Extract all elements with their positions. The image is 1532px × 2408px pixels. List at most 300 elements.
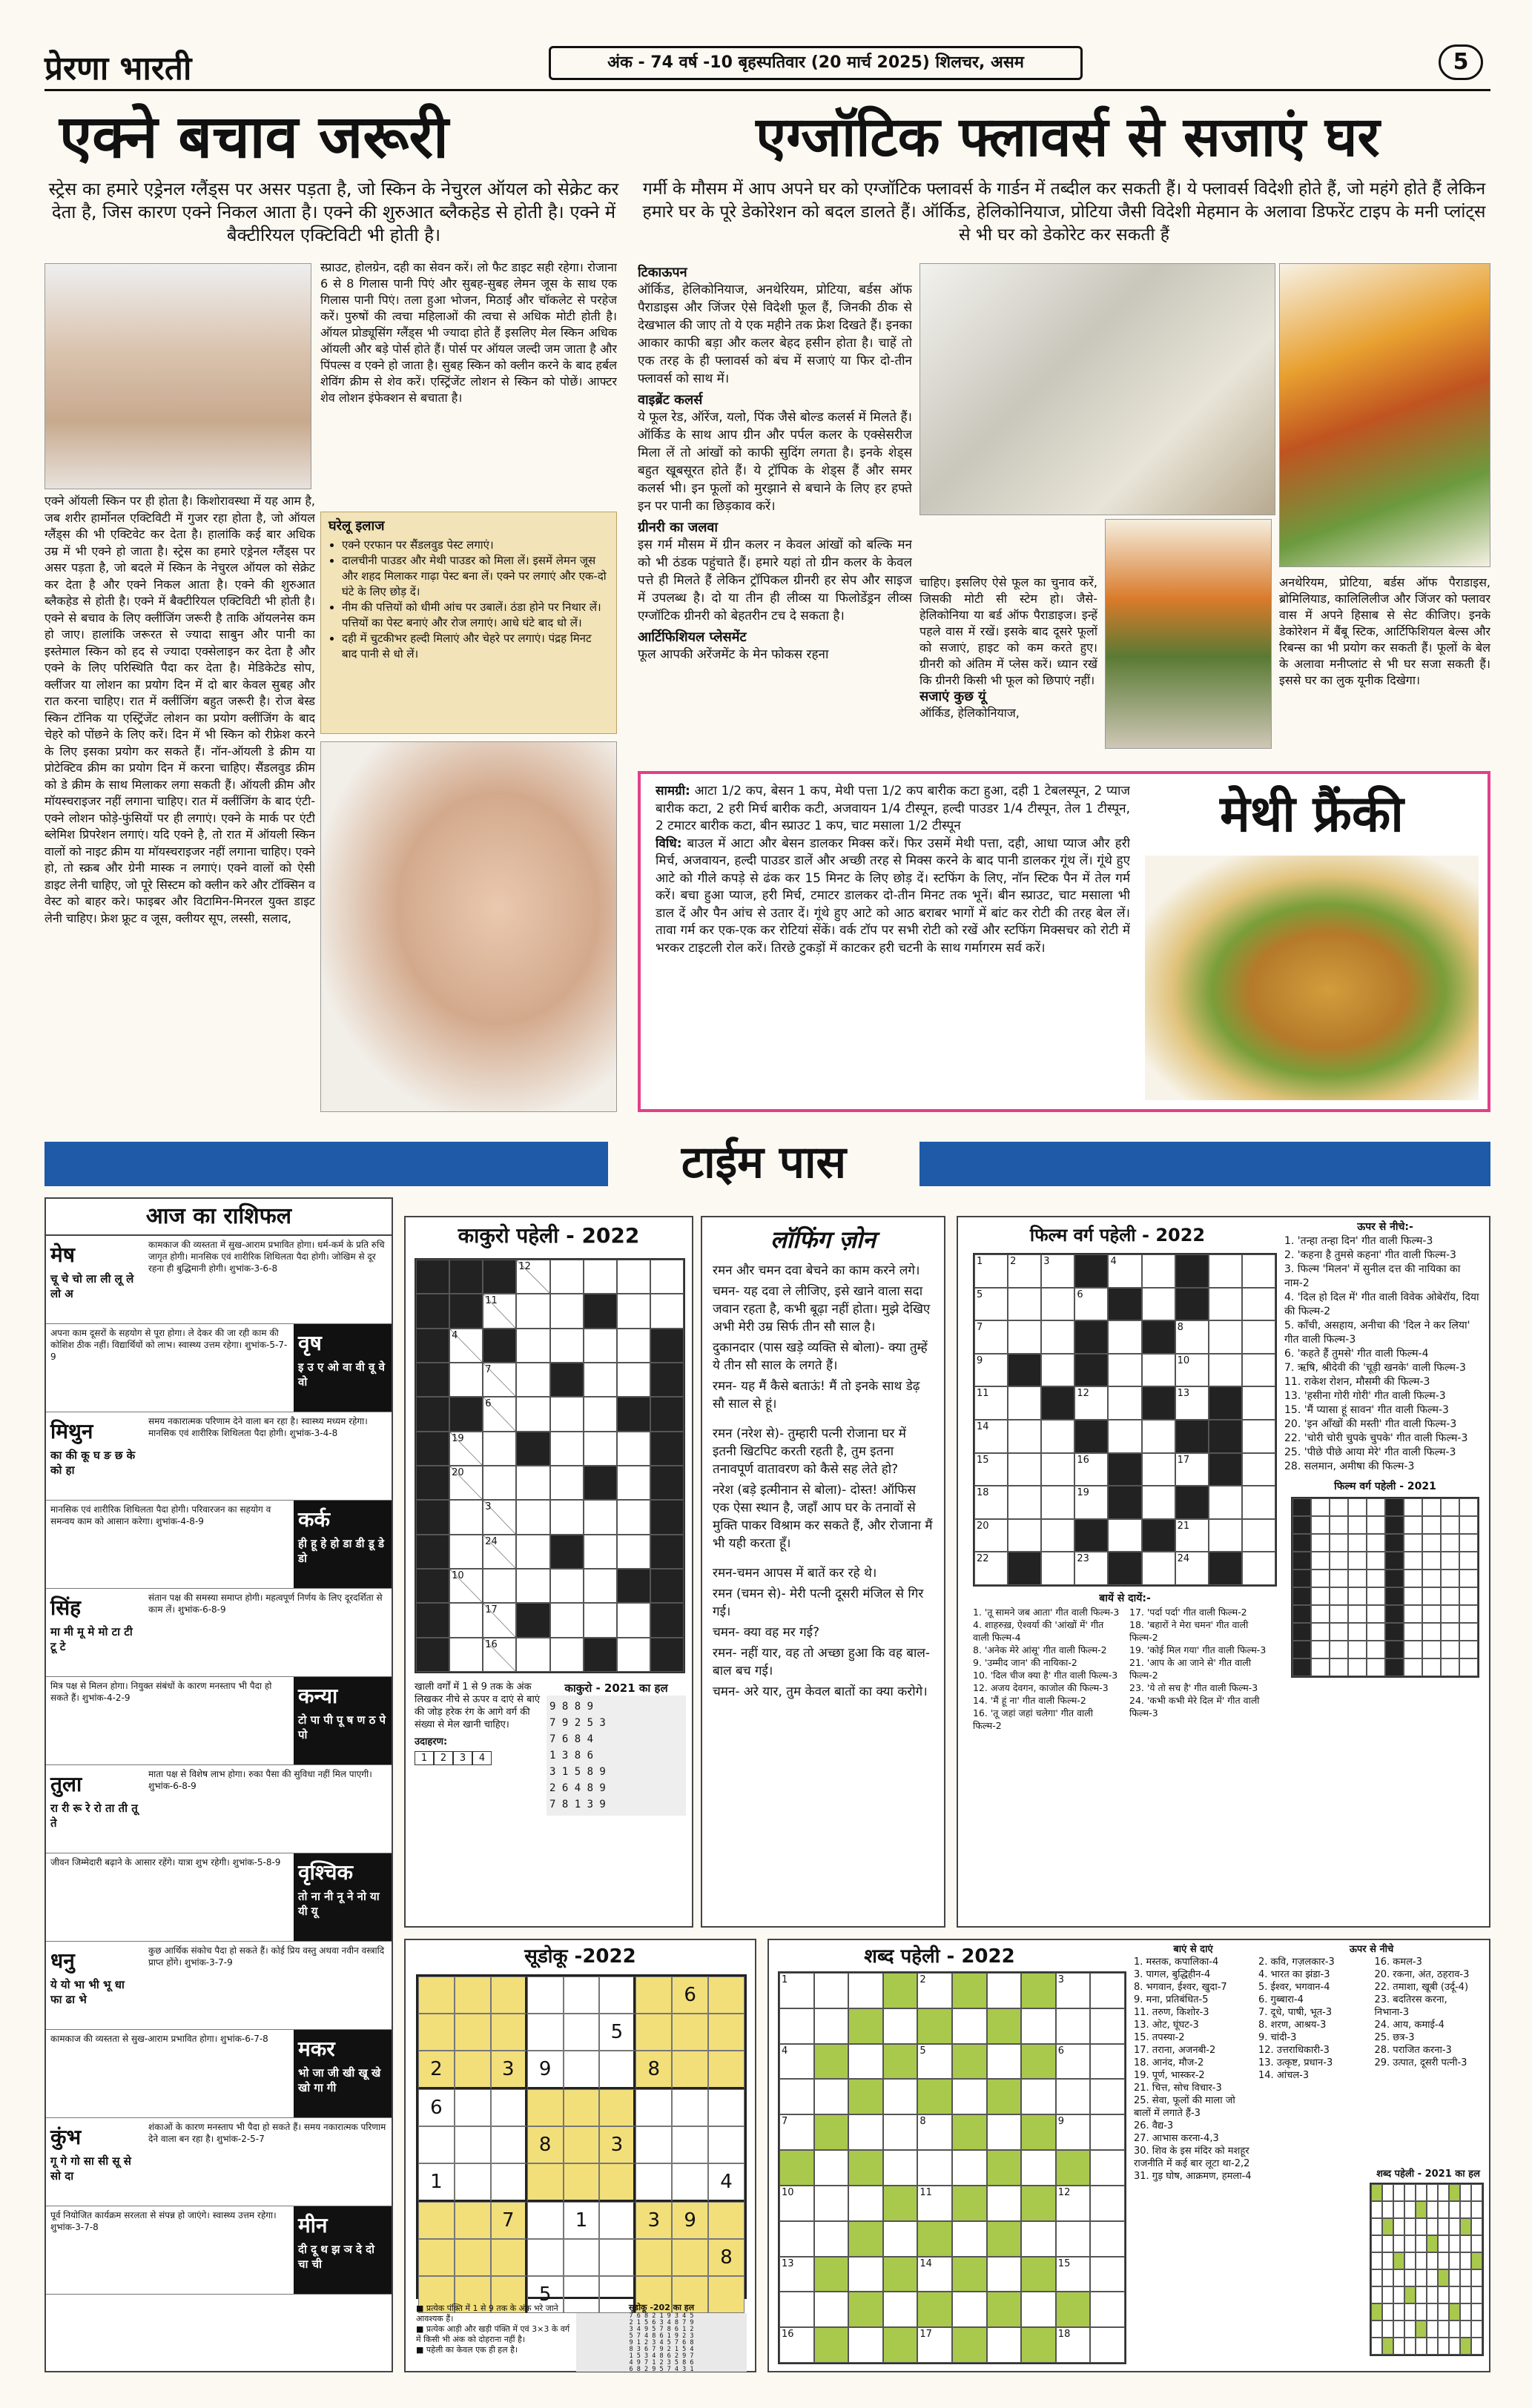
film-grid-cell: [1074, 1453, 1108, 1486]
kakuro-cell: [617, 1638, 650, 1672]
film-solution-cell: [1422, 1570, 1441, 1587]
joke-line: चमन- क्या वह मर गई?: [713, 1625, 820, 1640]
film-grid-cell: [1209, 1386, 1242, 1420]
film-grid-cell: [1074, 1254, 1108, 1288]
film-grid-cell: [1142, 1486, 1175, 1519]
film-grid-cell: [1242, 1354, 1275, 1387]
word-solution-cell: [1404, 2303, 1416, 2321]
word-grid-cell: [917, 2186, 952, 2221]
film-grid-cell: [1074, 1320, 1108, 1354]
word-solution-cell: [1416, 2252, 1427, 2269]
joke-line: रमन- नहीं यार, वह तो अच्छा हुआ कि वह बाल-बाल बच गई।: [713, 1646, 931, 1678]
remedy-item: • दालचीनी पाउडर और मेथी पाउडर को मिला लें। इसमें लेमन जूस और शहद मिलाकर गाढ़ा पेस्ट बना लें। एक्ने पर लगाएं और एक-दो घंटे के लिए छोड़ दें।: [342, 553, 609, 600]
kakuro-cell: [483, 1466, 516, 1500]
word-grid-cell: [779, 2044, 814, 2080]
kakuro-cell: [650, 1329, 684, 1363]
issue-info: अंक - 74 वर्ष -10 बृहस्पतिवार (20 मार्च 2025) शिलचर, असम: [549, 46, 1083, 80]
zodiac-name: वृश्चिक: [298, 1860, 354, 1885]
word-down-clue: 7. दूधे, पाषी, भूत-3: [1258, 2007, 1333, 2018]
word-solution-cell: [1371, 2235, 1382, 2252]
sudoku-cell: [672, 2239, 708, 2276]
word-grid-cell: [883, 1973, 918, 2008]
sudoku-cell: [418, 2239, 455, 2276]
film-grid-number: 17: [1177, 1454, 1190, 1466]
film-solution-cell: [1441, 1605, 1459, 1623]
word-solution-cell: [1393, 2235, 1404, 2252]
kakuro-example-cell: 3: [453, 1751, 472, 1765]
film-across-list: [973, 1606, 1277, 1732]
kakuro-cell: [584, 1260, 617, 1294]
sudoku-cell: 1: [418, 2163, 455, 2202]
kakuro-cell: [516, 1603, 549, 1637]
film-grid-cell: [1041, 1354, 1074, 1387]
film-grid-cell: [1074, 1486, 1108, 1519]
word-solution-cell: [1416, 2184, 1427, 2201]
flowers-decorate-text: ऑर्किड, हेलिकोनियाज,: [919, 706, 1020, 720]
sudoku-cell: 3: [635, 2202, 672, 2239]
word-down-clues: [1258, 1943, 1485, 2166]
word-solution-cell: [1427, 2321, 1438, 2338]
film-grid-cell: [1175, 1254, 1209, 1288]
film-grid-cell: [1242, 1320, 1275, 1354]
sudoku-cell: [527, 2163, 564, 2202]
sudoku-cell: [418, 2014, 455, 2051]
zodiac-row: [46, 1853, 392, 1942]
kakuro-cell: [650, 1603, 684, 1637]
kakuro-cell: [483, 1569, 516, 1603]
zodiac-name: धनु: [50, 1948, 75, 1973]
word-solution-cell: [1393, 2184, 1404, 2201]
kakuro-cell: [449, 1603, 483, 1637]
word-solution-cell: [1427, 2338, 1438, 2355]
film-grid-cell: [974, 1420, 1008, 1453]
film-grid-cell: [1242, 1552, 1275, 1585]
word-solution-cell: [1393, 2201, 1404, 2218]
film-down-clue: 6. 'कहते हैं तुमसे' गीत वाली फिल्म-4: [1284, 1348, 1429, 1360]
word-grid-cell: [883, 2079, 918, 2114]
film-solution-cell: [1441, 1623, 1459, 1641]
film-across-clues: [973, 1592, 1277, 1918]
word-grid-cell: [848, 1973, 883, 2008]
kakuro-solution-row: 7 6 8 4: [549, 1733, 594, 1745]
kakuro-cell: [416, 1260, 449, 1294]
sudoku-cell: [635, 2163, 672, 2202]
word-down-clue: 5. ईश्वर, भगवान-4: [1258, 1982, 1330, 1993]
kakuro-cell: [584, 1294, 617, 1328]
word-grid-cell: [779, 2008, 814, 2044]
kakuro-cell: [416, 1535, 449, 1569]
word-solution-cell: [1471, 2235, 1482, 2252]
film-grid-cell: [974, 1386, 1008, 1420]
film-solution-grid: [1291, 1497, 1479, 1678]
word-solution-cell: [1438, 2269, 1449, 2286]
film-grid-cell: [1041, 1519, 1074, 1552]
kakuro-instructions-box: [415, 1681, 541, 1918]
word-grid-cell: [779, 2327, 814, 2363]
word-solution-cell: [1404, 2218, 1416, 2235]
sudoku-solution-row: 3 4 9 5 7 8 6 1 2: [629, 2326, 694, 2333]
film-grid-cell: [1074, 1288, 1108, 1321]
word-solution-cell: [1371, 2201, 1382, 2218]
kakuro-cell: [516, 1432, 549, 1466]
word-solution-cell: [1438, 2321, 1449, 2338]
film-grid-cell: [1175, 1486, 1209, 1519]
word-solution-cell: [1404, 2321, 1416, 2338]
sudoku-cell: 4: [708, 2163, 744, 2202]
kakuro-example: [415, 1751, 541, 1765]
kakuro-cell: [617, 1535, 650, 1569]
page-number: 5: [1439, 44, 1483, 80]
word-across-clue: 25. सेवा, फूलों की माला जो बालों में लगाते हैं-3: [1134, 2095, 1235, 2119]
remedy-item: • दही में चुटकीभर हल्दी मिलाएं और चेहरे पर लगाएं। पंद्रह मिनट बाद पानी से धो लें।: [342, 631, 609, 662]
zodiac-row: [46, 1589, 392, 1677]
word-grid-cell: [1090, 2292, 1125, 2327]
word-across-clue: 26. वैद्य-3: [1134, 2120, 1174, 2131]
word-solution-cell: [1393, 2303, 1404, 2321]
acne-main-body: एक्ने ऑयली स्किन पर ही होता है। किशोरावस्था में यह आम है, जब शरीर हार्मोनल एक्टिविटी में गुजर रहा होता है, जो ऑयल ग्लैंड्स की भी एक्टिवेट कर देता है। हालांकि कई बार अधिक उम्र में भी एक्ने हो जाता है। स्ट्रेस का हमारे एड्रेनल ग्लैंड्स पर असर पड़ता है, जो बदले में स्किन के नेचुरल ऑयल को सेक्रेट कर देता है और एक्ने निकल आता है। एक्ने की शुरुआत ब्लैकहेड से होती है। एक्ने में बैक्टीरियल एक्टिविटी भी होती है। एक्ने से बचाव के लिए क्लींजिंग जरूरी है ताकि ऑयलनेस कम हो जाए। हालांकि जरूरत से ज्यादा साबुन और पानी का इस्तेमाल स्किन को हद से ज्यादा एक्सेलाइन कर देता है और एक्ने के लिए परिस्थिति पैदा कर देता है। मेडिकेटेड सोप, क्लींजर या लोशन का प्रयोग दिन में दो बार केवल सुबह और रात करना चाहिए। रात में क्लींजिंग बहुत जरूरी है। रोज बेस्ड स्किन टॉनिक या एस्ट्रिंजेंट लोशन का प्रयोग क्लींजिंग के बाद चेहरे को पोंछने के लिए करें। दिन में भी स्किन को रीफ्रेश करने के लिए इसका प्रयोग कर सकते हैं। नॉन-ऑयली डे क्रीम या प्रोटेक्टिव क्रीम का प्रयोग दिन में करना चाहिए। सैंडलवुड क्रीम को डे क्रीम के साथ मिलाकर लगा सकती हैं। ऑयली क्रीम और मॉयस्चराइजर नहीं लगाना चाहिए। रात में क्लींजिंग के बाद एंटी-एक्ने लोशन फोड़े-फुंसियों पर ही लगाएं। एक्ने के मार्क पर एंटी ब्लेमिश प्रिपरेशन लगाएं। यदि एक्ने है, तो रात में ऑयली स्किन वालों को नाइट क्रीम या मॉयस्चराइजर नहीं लगाना चाहिए। एक्ने हो, तो स्क्रब और ग्रेनी मास्क न लगाएं। एक्ने वालों को ऐसी डाइट लेनी चाहिए, जो पूरे सिस्टम को क्लीन करे और टॉक्सिन व वेस्ट को बाहर करे। फाइबर और विटामिन-मिनरल युक्त डाइट लेनी चाहिए। फ्रेश फ्रूट व जूस, क्लीयर सूप, लस्सी, सलाद,: [44, 494, 315, 925]
word-grid-cell: [917, 2292, 952, 2327]
film-grid-cell: [1108, 1386, 1141, 1420]
film-grid-cell: [1108, 1354, 1141, 1387]
film-solution-cell: [1292, 1587, 1311, 1605]
film-grid-number: 6: [1077, 1289, 1083, 1300]
word-solution-cell: [1404, 2286, 1416, 2303]
word-grid-cell: [917, 2079, 952, 2114]
word-grid-cell: [1021, 2150, 1056, 2186]
ingredients-text: आटा 1/2 कप, बेसन 1 कप, मेथी पत्ता 1/2 कप बारीक कटा हुआ, दही 1 टेबलस्पून, 2 प्याज बारीक कटा, 2 हरी मिर्च बारीक कटी, अजवायन 1/4 टीस्पून, हल्दी पाउडर 1/4 टीस्पून, तेल 1 टीस्पून, 2 टमाटर बारीक कटा, बीन स्प्राउट 1 कप, चाट मसाला 1/2 टीस्पून: [656, 784, 1130, 833]
word-solution-cell: [1449, 2338, 1460, 2355]
film-grid-cell: [1242, 1420, 1275, 1453]
living-room-photo: [919, 263, 1275, 515]
word-solution: [1370, 2166, 1487, 2366]
film-crossword-title: फिल्म वर्ग पहेली - 2022: [1029, 1225, 1206, 1246]
word-grid-cell: [952, 2292, 987, 2327]
kakuro-solution: [547, 1681, 686, 1918]
kakuro-cell: [617, 1432, 650, 1466]
kakuro-example-label: उदाहरण:: [415, 1736, 448, 1747]
kakuro-cell: [483, 1432, 516, 1466]
word-across-clue: 11. तरुण, किशोर-3: [1134, 2007, 1209, 2018]
sudoku-cell: [672, 2014, 708, 2051]
zodiac-name: कन्या: [298, 1684, 338, 1708]
word-puzzle-panel: [767, 1939, 1490, 2372]
film-solution-cell: [1330, 1605, 1348, 1623]
film-grid-cell: [1175, 1354, 1209, 1387]
film-down-clue: 22. 'चोरी चोरी चुपके चुपके' गीत वाली फिल्म-3: [1284, 1432, 1468, 1444]
word-solution-cell: [1382, 2286, 1393, 2303]
word-grid-cell: [917, 2114, 952, 2150]
film-solution-cell: [1292, 1498, 1311, 1516]
word-grid-number: 11: [919, 2186, 932, 2198]
film-grid-number: 15: [977, 1454, 989, 1466]
word-solution-cell: [1393, 2338, 1404, 2355]
film-grid-cell: [974, 1254, 1008, 1288]
film-grid-cell: [1008, 1420, 1041, 1453]
word-solution-cell: [1460, 2184, 1471, 2201]
sudoku-cell: [708, 1977, 744, 2014]
word-solution-cell: [1438, 2218, 1449, 2235]
sudoku-rules: [416, 2303, 572, 2370]
word-across-clue: 19. पूर्ण, भास्कर-2: [1134, 2070, 1205, 2081]
film-solution-cell: [1292, 1552, 1311, 1570]
word-grid-cell: [1056, 2079, 1091, 2114]
film-across-clue: 24. 'कभी कभी मेरे दिल में' गीत वाली फिल्म-3: [1129, 1695, 1260, 1719]
word-grid-cell: [952, 2079, 987, 2114]
word-grid-cell: [883, 2221, 918, 2257]
kakuro-cell: [516, 1294, 549, 1328]
word-grid-cell: [779, 2221, 814, 2257]
film-grid-cell: [1142, 1288, 1175, 1321]
zodiac-letters: मा मी मू मे मो टा टी टू टे: [50, 1625, 133, 1653]
film-solution-cell: [1422, 1587, 1441, 1605]
sudoku-cell: [672, 2089, 708, 2126]
word-solution-cell: [1393, 2286, 1404, 2303]
sudoku-cell: [635, 2089, 672, 2126]
word-across-clue: 17. तराना, अजनबी-2: [1134, 2045, 1216, 2056]
kakuro-solution-grid: [547, 1696, 686, 1816]
word-solution-cell: [1449, 2184, 1460, 2201]
sudoku-cell: 3: [599, 2126, 635, 2163]
word-grid-cell: [1090, 2150, 1125, 2186]
sudoku-cell: [455, 2126, 491, 2163]
word-grid-cell: [1021, 2257, 1056, 2292]
film-solution-cell: [1330, 1623, 1348, 1641]
film-grid-number: 7: [977, 1322, 983, 1334]
film-solution-cell: [1367, 1587, 1385, 1605]
zodiac-name: कुंभ: [50, 2125, 82, 2149]
kakuro-cell: [483, 1294, 516, 1328]
word-grid-number: 16: [782, 2329, 794, 2341]
film-down-clues: [1284, 1220, 1486, 1902]
word-solution-cell: [1460, 2303, 1471, 2321]
word-down-clue: 25. छत्र-3: [1374, 2032, 1415, 2043]
zodiac-sign: [46, 1412, 144, 1500]
word-down-clue: 2. कवि, गज़लकार-3: [1258, 1956, 1335, 1968]
word-grid-cell: [952, 2257, 987, 2292]
word-grid-cell: [917, 2150, 952, 2186]
word-grid-cell: [1056, 1973, 1091, 2008]
kakuro-cell: [584, 1638, 617, 1672]
film-across-clue: 9. 'उम्मीद जान' की नायिका-2: [973, 1657, 1077, 1668]
kakuro-cell: [516, 1569, 549, 1603]
word-grid-cell: [1056, 2114, 1091, 2150]
sudoku-cell: [708, 2202, 744, 2239]
word-grid-cell: [883, 2257, 918, 2292]
film-grid-cell: [1041, 1420, 1074, 1453]
word-grid-cell: [987, 2221, 1022, 2257]
word-grid-cell: [917, 1973, 952, 2008]
word-grid-cell: [814, 1973, 849, 2008]
sudoku-cell: [455, 2239, 491, 2276]
word-grid-cell: [883, 2114, 918, 2150]
sudoku-cell: [708, 2089, 744, 2126]
film-grid-cell: [974, 1288, 1008, 1321]
film-solution-cell: [1311, 1498, 1330, 1516]
zodiac-letters: चू चे चो ला ली लू ले लो अ: [50, 1272, 134, 1300]
zodiac-letters: का की कू घ ङ छ के को हा: [50, 1449, 136, 1477]
film-solution-cell: [1311, 1605, 1330, 1623]
word-solution-cell: [1449, 2303, 1460, 2321]
joke-line: चमन- अरे यार, तुम केवल बातों का क्या करोगे।: [713, 1684, 928, 1699]
word-solution-cell: [1449, 2235, 1460, 2252]
film-grid-cell: [1074, 1354, 1108, 1387]
word-solution-cell: [1404, 2338, 1416, 2355]
kakuro-cell: [650, 1466, 684, 1500]
kakuro-cell: [516, 1363, 549, 1397]
sudoku-cell: 9: [527, 2051, 564, 2089]
film-grid-number: 8: [1177, 1322, 1183, 1334]
joke-line: रमन- यह मैं कैसे बताऊं! मैं तो इनके साथ डेढ़ सौ साल से हूं।: [713, 1379, 920, 1412]
film-down-title: ऊपर से नीचे:-: [1357, 1221, 1413, 1233]
flowers-mid-paragraph: चाहिए। इसलिए ऐसे फूल का चुनाव करें, जिसकी मोटी सी स्टेम हो। जैसे-हेलिकोनिया या बर्ड ऑफ पैराडाइज। इन्हें पहले वास में रखें। इसके बाद दूसरे फूलों को सजाएं, हाइट को कम करते हुए। ग्रीनरी को अंतिम में प्लेस करें। ध्यान रखें कि ग्रीनरी किसी भी फूल को छिपाएं नहीं।: [919, 575, 1097, 687]
joke-lines: [702, 1262, 944, 1914]
word-solution-cell: [1416, 2321, 1427, 2338]
sudoku-cell: 8: [708, 2239, 744, 2276]
film-grid-cell: [1209, 1420, 1242, 1453]
word-puzzle-grid: [778, 1971, 1126, 2364]
word-grid-cell: [814, 2292, 849, 2327]
film-solution-cell: [1422, 1534, 1441, 1552]
film-grid-number: 10: [1177, 1354, 1190, 1366]
kakuro-cell: [550, 1432, 584, 1466]
kakuro-cell: [483, 1363, 516, 1397]
word-solution-cell: [1382, 2338, 1393, 2355]
film-solution-cell: [1311, 1641, 1330, 1658]
sudoku-solution-title: सूडोकू -202 का हल: [628, 2303, 695, 2312]
kakuro-clue-number: 10: [452, 1570, 464, 1581]
zodiac-sign: [294, 1677, 392, 1764]
acne-diet-text: स्प्राउट, होलग्रेन, दही का सेवन करें। लो फैट डाइट सही रहेगा। रोजाना 6 से 8 गिलास पानी पिएं और सुबह-सुबह लेमन जूस के साथ एक गिलास पानी पिएं। तला हुआ भोजन, मिठाई और चॉकलेट से परहेज करें। पुरुषों की त्वचा महिलाओं की त्वचा से अधिक मोटी होती है। ऑयल प्रोड्यूसिंग ग्लैंड्स भी ज्यादा होते हैं इसलिए मेल स्किन अधिक ऑयली और बड़े पोर्स होते हैं। पोर्स पर ऑयल जल्दी जम जाता है और पिंपल्स व एक्ने हो जाता है। सुबह स्किन को क्लीन करने के बाद हर्बल शेविंग क्रीम से शेव करें। एस्ट्रिंजेंट लोशन से स्किन को पोछें। आफ्टर शेव लोशन इंफेक्शन से बचाता है।: [320, 260, 617, 405]
joke-line: रमन और चमन दवा बेचने का काम करने लगे।: [713, 1263, 920, 1278]
word-solution-cell: [1471, 2218, 1482, 2235]
kakuro-cell: [550, 1569, 584, 1603]
zodiac-row: [46, 2206, 392, 2295]
film-solution-cell: [1330, 1516, 1348, 1534]
film-solution-cell: [1348, 1658, 1367, 1676]
word-solution-cell: [1438, 2338, 1449, 2355]
sudoku-cell: [564, 2126, 600, 2163]
word-grid-cell: [1090, 2186, 1125, 2221]
film-grid-cell: [1041, 1486, 1074, 1519]
film-grid-cell: [1142, 1386, 1175, 1420]
remedy-title: घरेलू इलाज: [328, 518, 385, 534]
word-down-clue: 20. रकना, अंत, ठहराव-3: [1374, 1969, 1470, 1980]
word-grid-number: 2: [919, 1974, 926, 1985]
kakuro-title: काकुरो पहेली - 2022: [458, 1223, 640, 1248]
sudoku-cell: [564, 2051, 600, 2089]
film-solution-cell: [1422, 1498, 1441, 1516]
kakuro-cell: [550, 1535, 584, 1569]
word-grid-number: 13: [782, 2258, 794, 2269]
sudoku-cell: [599, 2089, 635, 2126]
word-grid-cell: [1021, 2079, 1056, 2114]
word-grid-cell: [1056, 2150, 1091, 2186]
film-solution-cell: [1385, 1570, 1404, 1587]
word-grid-cell: [814, 2008, 849, 2044]
film-grid-number: 23: [1077, 1553, 1089, 1565]
zodiac-row: [46, 2030, 392, 2118]
film-solution-cell: [1385, 1623, 1404, 1641]
film-across-clue: 8. 'अनेक मेरे आंसू' गीत वाली फिल्म-2: [973, 1644, 1107, 1656]
kakuro-cell: [650, 1294, 684, 1328]
film-grid-cell: [1175, 1288, 1209, 1321]
sudoku-cell: [635, 2014, 672, 2051]
film-down-clue: 20. 'इन आँखों की मस्ती' गीत वाली फिल्म-3: [1284, 1418, 1457, 1430]
film-solution-cell: [1367, 1570, 1385, 1587]
kakuro-example-cell: 2: [434, 1751, 453, 1765]
word-solution-cell: [1438, 2286, 1449, 2303]
film-solution-cell: [1459, 1623, 1478, 1641]
flowers-mid-text: [919, 575, 1097, 752]
kakuro-cell: [449, 1363, 483, 1397]
zodiac-text: समय नकारात्मक परिणाम देने वाला बन रहा है। स्वास्थ्य मध्यम रहेगा। मानसिक एवं शारीरिक शिथिलता पैदा होगी। शुभांक-3-4-8: [148, 1416, 368, 1438]
remedy-list: [328, 538, 609, 662]
word-grid-cell: [1021, 2186, 1056, 2221]
word-grid-cell: [779, 2292, 814, 2327]
word-grid-cell: [917, 2327, 952, 2363]
kakuro-clue-number: 11: [485, 1295, 498, 1307]
film-solution-cell: [1404, 1570, 1422, 1587]
flowers-sub-placement: आर्टिफिशियल प्लेसमेंट: [638, 629, 747, 645]
film-grid-number: 9: [977, 1354, 983, 1366]
film-solution-cell: [1292, 1534, 1311, 1552]
zodiac-row: [46, 1236, 392, 1324]
kakuro-cell: [416, 1603, 449, 1637]
word-solution-cell: [1460, 2201, 1471, 2218]
word-solution-cell: [1382, 2252, 1393, 2269]
film-solution-cell: [1385, 1605, 1404, 1623]
word-grid-cell: [952, 2150, 987, 2186]
kakuro-clue-number: 17: [485, 1604, 498, 1616]
film-solution-cell: [1367, 1641, 1385, 1658]
zodiac-row: [46, 1412, 392, 1501]
film-solution-cell: [1385, 1641, 1404, 1658]
kakuro-cell: [650, 1363, 684, 1397]
word-across-clue: 1. मस्तक, कपालिका-4: [1134, 1956, 1219, 1968]
sudoku-cell: 7: [491, 2202, 527, 2239]
sudoku-rules-list: [416, 2303, 572, 2355]
sudoku-cell: 5: [527, 2276, 564, 2313]
word-across-clue: 31. गुड़ घोष, आक्रमण, हमला-4: [1134, 2171, 1252, 2182]
flowers-col-1: [638, 263, 912, 775]
film-crossword-panel: [957, 1216, 1490, 1928]
sudoku-cell: [635, 2239, 672, 2276]
film-grid-cell: [1041, 1552, 1074, 1585]
word-grid-cell: [987, 2044, 1022, 2080]
sudoku-cell: [491, 2163, 527, 2202]
zodiac-sign: [46, 1765, 144, 1853]
sudoku-cell: [599, 2163, 635, 2202]
word-solution-cell: [1404, 2184, 1416, 2201]
film-across-clue: 12. अजय देवगन, काजोल की फिल्म-3: [973, 1682, 1109, 1693]
word-grid-cell: [848, 2186, 883, 2221]
kakuro-cell: [416, 1363, 449, 1397]
kakuro-clue-number: 16: [485, 1638, 498, 1650]
film-grid-number: 3: [1043, 1256, 1050, 1267]
film-grid-cell: [1175, 1453, 1209, 1486]
film-solution-cell: [1311, 1587, 1330, 1605]
film-solution-cell: [1422, 1658, 1441, 1676]
word-grid-cell: [1090, 2221, 1125, 2257]
kakuro-cell: [584, 1397, 617, 1431]
word-grid-cell: [848, 2327, 883, 2363]
zodiac-text: पूर्व नियोजित कार्यक्रम सरलता से संपन्न हो जाएंगे। स्वास्थ्य उत्तम रहेगा। शुभांक-3-7-8: [50, 2210, 277, 2232]
zodiac-text: संतान पक्ष की समस्या समाप्त होगी। महत्वपूर्ण निर्णय के लिए दूरदर्शिता से काम लें। शुभांक-6-8-9: [148, 1592, 383, 1615]
kakuro-cell: [550, 1260, 584, 1294]
film-solution-cell: [1441, 1587, 1459, 1605]
zodiac-letters: गू गे गो सा सी सू से सो दा: [50, 2154, 131, 2183]
word-across-clue: 15. तपस्या-2: [1134, 2032, 1185, 2043]
